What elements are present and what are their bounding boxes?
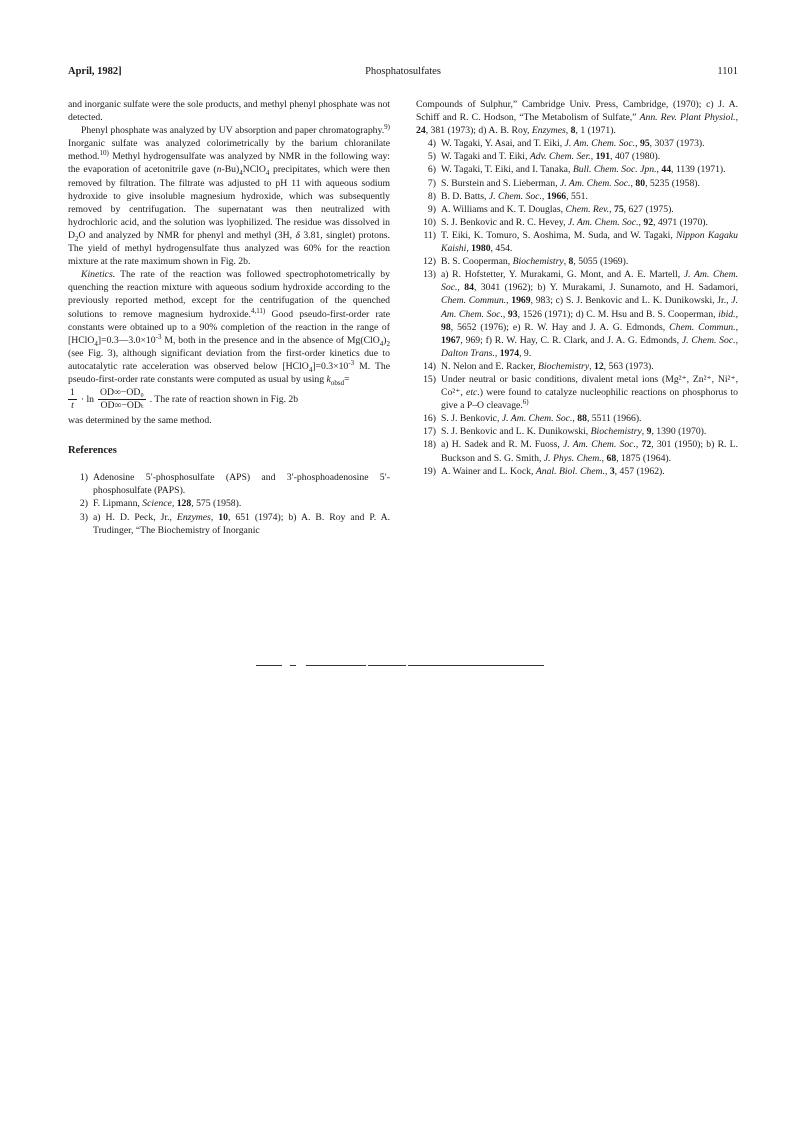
reference-item: 1) Adenosine 5′-phosphosulfate (APS) and 3′-phosphoadenosine 5′-phosphosulfate (PAPS). — [79, 472, 390, 497]
after-formula-text: was determined by the same method. — [68, 415, 212, 427]
reference-item: 7) S. Burstein and S. Lieberman, J. Am. Chem. Soc., 80, 5235 (1958). — [427, 177, 700, 189]
right-column — [416, 98, 738, 478]
reference-continuation: Compounds of Sulphur,” Cambridge Univ. Press, Cambridge, (1970); c) J. A. Schiff and R. C. Hodson, “The Metabolism of Sulfate,” Ann. Rev. Plant Physiol., 24, 381 (1973); d) A. B. Roy, Enzymes, 8, 1 (1971). — [416, 99, 738, 137]
rate-formula — [68, 387, 390, 412]
reference-item: 6) W. Tagaki, T. Eiki, and I. Tanaka, Bull. Chem. Soc. Jpn., 44, 1139 (1971). — [427, 164, 726, 176]
end-of-article-rule — [256, 665, 544, 673]
reference-item: 8) B. D. Batts, J. Chem. Soc., 1966, 551. — [427, 190, 588, 202]
reference-item: 9) A. Williams and K. T. Douglas, Chem. Rev., 75, 627 (1975). — [427, 203, 674, 215]
formula-ln: · ln — [80, 394, 95, 406]
reference-item: 19) A. Wainer and L. Kock, Anal. Biol. Chem., 3, 457 (1962). — [423, 465, 665, 477]
reference-item: 17) S. J. Benkovic and L. K. Dunikowski, Biochemistry, 9, 1390 (1970). — [423, 426, 707, 438]
formula-one-over-t: $\frac{1}{t}$ — [70, 387, 75, 412]
formula-after-text: . The rate of reaction shown in Fig. 2b — [149, 394, 299, 406]
references-heading: References — [68, 445, 117, 457]
reference-item: 11) T. Eiki, K. Tomuro, S. Aoshima, M. Suda, and W. Tagaki, Nippon Kagaku Kaishi, 1980, 454. — [423, 229, 738, 255]
reference-item: 16) S. J. Benkovic, J. Am. Chem. Soc., 88, 5511 (1966). — [423, 413, 642, 425]
reference-item: 15) Under neutral or basic conditions, divalent metal ions (Mg²⁺, Zn²⁺, Ni²⁺, Co²⁺, etc.) were found to catalyze nucleophilic reactions on phosphorus to give a P–O cleavage.$^{6)}$ — [423, 373, 738, 412]
reference-item: 4) W. Tagaki, Y. Asai, and T. Eiki, J. Am. Chem. Soc., 95, 3037 (1973). — [427, 138, 705, 150]
intro-paragraph: and inorganic sulfate were the sole products, and methyl phenyl phosphate was not detected. — [68, 99, 390, 124]
reference-item: 18) a) H. Sadek and R. M. Fuoss, J. Am. Chem. Soc., 72, 301 (1950); b) R. L. Buckson and S. G. Smith, J. Phys. Chem., 68, 1875 (1964). — [423, 439, 738, 464]
reference-item: 5) W. Tagaki and T. Eiki, Adv. Chem. Ser., 191, 407 (1980). — [427, 151, 661, 163]
reference-item: 10) S. J. Benkovic and R. C. Hevey, J. Am. Chem. Soc., 92, 4971 (1970). — [423, 216, 708, 228]
journal-page — [68, 66, 739, 536]
kinetics-label: Kinetics. — [81, 269, 116, 281]
formula-od-fraction: $\frac{\text{OD∞−OD₀}}{\text{OD∞−ODₜ}}$ — [100, 387, 144, 412]
page-number: 1101 — [717, 66, 738, 77]
running-title: Phosphatosulfates — [365, 66, 441, 77]
issue-date: April, 1982] — [68, 66, 122, 77]
left-column — [68, 98, 390, 537]
kinetics-paragraph: Kinetics. The rate of the reaction was followed spectrophotometrically by quenching the reaction mixture with aqueous sodium hydroxide according to the previously reported method, except for the centrifugation of the quenched solutions to remove magnesium hydroxide.$^{4,11)}$ Good pseudo-first-order rate constants were obtained up to a 90% completion of the reaction in the range of $[HClO_4]=0.3—3.0\times 10^{-3}$ M, both in the presence and in the absence of $Mg(ClO_4)_2$ (see Fig. 3), although significant deviation from the first-order kinetics due to autocatalytic rate acceleration was observed below $[HClO_4]=0.3\times 10^{-3}$ M. The pseudo-first-order rate constants were computed as usual by using $k_{obsd}=$ — [68, 269, 391, 387]
reference-item: 2) F. Lipmann, Science, 128, 575 (1958). — [79, 498, 242, 510]
methods-paragraph: Phenyl phosphate was analyzed by UV absorption and paper chromatography.$^{9)}$ Inorganic sulfate was analyzed colorimetrically by the barium chloranilate method.$^{10)}$ Methyl hydrogensulfate was analyzed by NMR in the following way: the evaporation of acetonitrile gave $(n-Bu)_4NClO_4$ precipitates, which were then removed by filtration. The filtrate was adjusted to pH 11 with aqueous sodium hydroxide to give insoluble magnesium hydroxide, which was subsequently removed by centrifugation. The supernatant was then neutralized with hydrochloric acid, and the solution was lyophilized. The residue was dissolved in $D_2O$ and analyzed by NMR for phenyl and methyl (3H, δ 3.81, singlet) protons. The yield of methyl hydrogensulfate thus analyzed was 60% for the reaction mixture at the rate maximum shown in Fig. 2b. — [68, 122, 390, 268]
reference-item: 3) a) H. D. Peck, Jr., Enzymes, 10, 651 (1974); b) A. B. Roy and P. A. Trudinger, “The Biochemistry of Inorganic — [79, 511, 390, 536]
running-head — [68, 66, 738, 88]
reference-item: 14) N. Nelon and E. Racker, Biochemistry, 12, 563 (1973). — [423, 360, 654, 372]
reference-item: 13) a) R. Hofstetter, Y. Murakami, G. Mont, and A. E. Martell, J. Am. Chem. Soc., 84, 3041 (1962); b) Y. Murakami, J. Sunamoto, and H. Sadamori, Chem. Commun., 1969, 983; c) S. J. Benkovic and L. K. Dunikowski, Jr., J. Am. Chem. Soc., 93, 1526 (1971); d) C. M. Hsu and B. S. Cooperman, ibid., 98, 5652 (1976); e) R. W. Hay and J. A. G. Edmonds, Chem. Commun., 1967, 969; f) R. W. Hay, C. R. Clark, and J. A. G. Edmonds, J. Chem. Soc., Dalton Trans., 1974, 9. — [423, 269, 739, 359]
reference-item: 12) B. S. Cooperman, Biochemistry, 8, 5055 (1969). — [423, 256, 629, 268]
